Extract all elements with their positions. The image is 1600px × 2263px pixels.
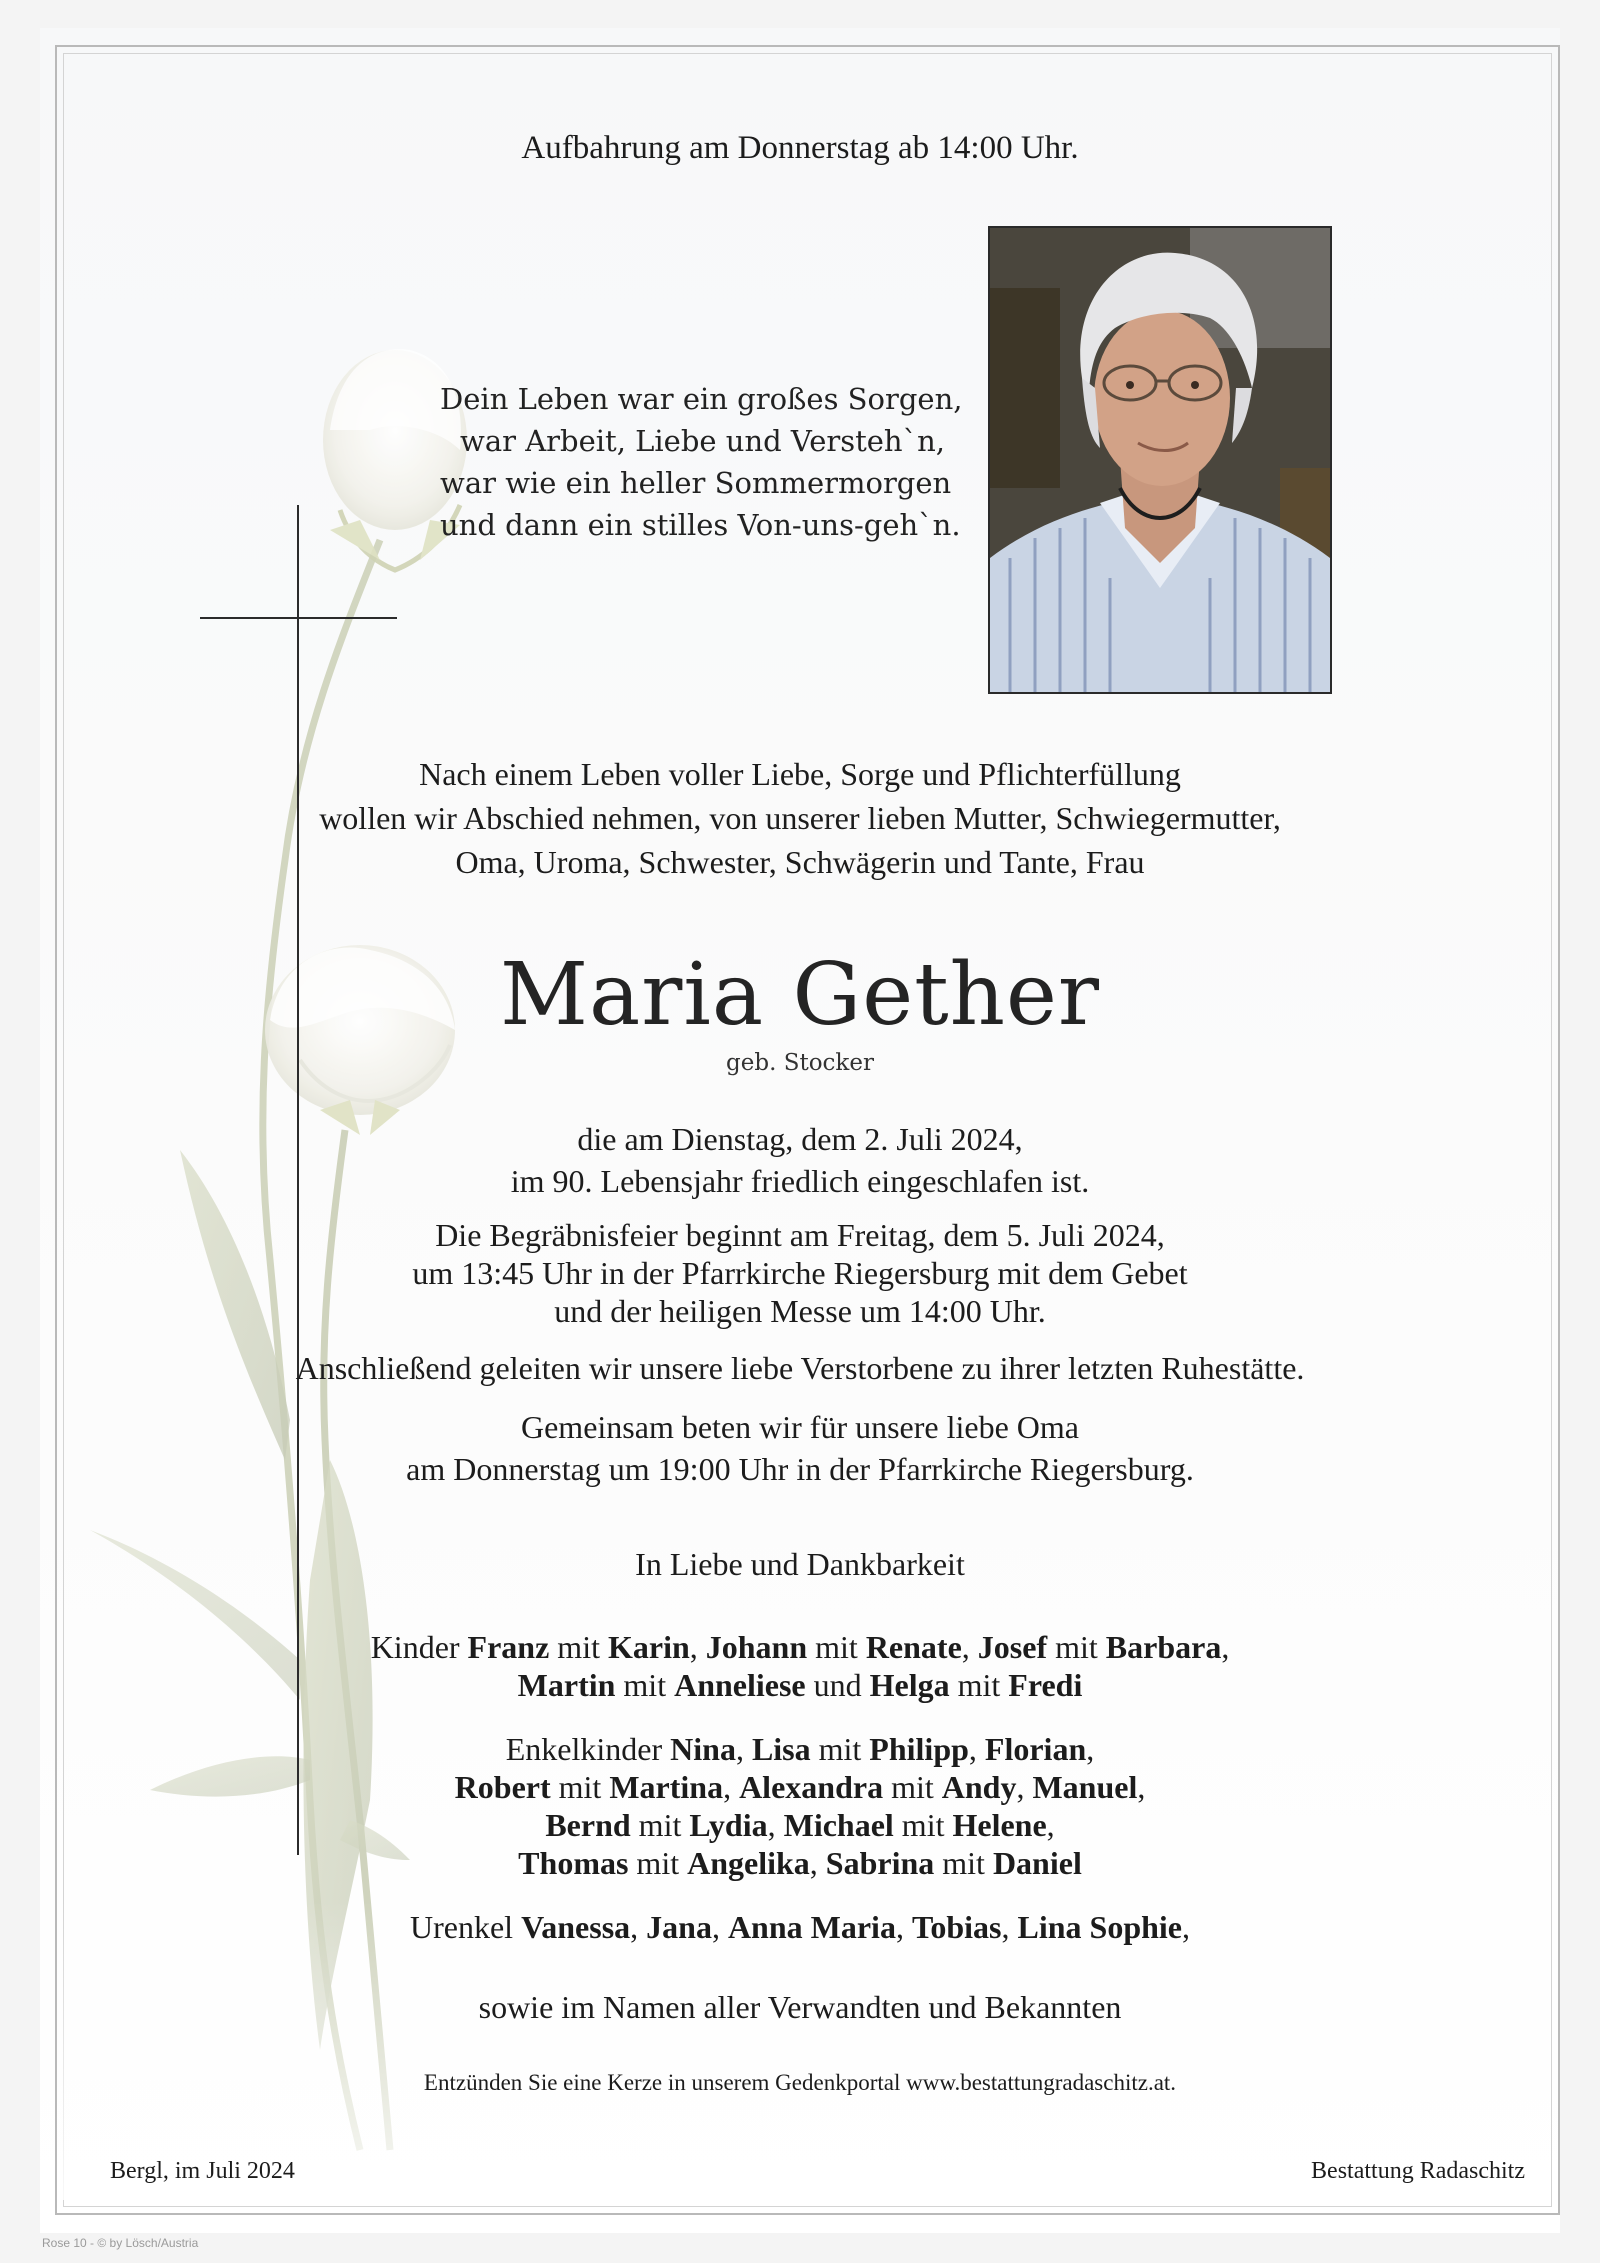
person-name: Florian [984,1731,1087,1767]
separator: , [968,1731,985,1767]
connector: und [805,1667,870,1703]
connector: mit [883,1769,942,1805]
connector: mit [628,1845,688,1881]
person-name: Martin [517,1667,616,1703]
grandchildren-line [0,1806,1600,1844]
connector: mit [630,1807,690,1843]
separator: , [961,1629,978,1665]
connector: mit [807,1629,866,1665]
person-name: Philipp [869,1731,969,1767]
person-name: Josef [977,1629,1048,1665]
separator: , [689,1629,706,1665]
death-line: die am Dienstag, dem 2. Juli 2024, [577,1121,1023,1157]
maiden-name: geb. Stocker [726,1050,874,1076]
love-gratitude: In Liebe und Dankbarkeit [635,1546,965,1582]
connector: mit [1047,1629,1106,1665]
person-name: Lina Sophie [1017,1909,1182,1945]
separator: , [1046,1807,1055,1843]
grandchildren-line [0,1844,1600,1882]
grandchildren-line [0,1730,1600,1768]
separator: , [895,1909,912,1945]
intro-line: Nach einem Leben voller Liebe, Sorge und Pflichterfüllung [419,756,1181,792]
intro-line: wollen wir Abschied nehmen, von unserer lieben Mutter, Schwiegermutter, [319,800,1281,836]
person-name: Manuel [1032,1769,1138,1805]
person-name: Fredi [1008,1667,1083,1703]
separator: , [1182,1909,1190,1945]
separator: , [735,1731,752,1767]
poem-line: war wie ein heller Sommermorgen [440,466,952,500]
image-credit: Rose 10 - © by Lösch/Austria [42,2236,199,2250]
person-name: Karin [607,1629,690,1665]
person-name: Sabrina [825,1845,935,1881]
portrait-photo [988,226,1332,694]
death-notice [0,1118,1600,1202]
children-line [0,1666,1600,1704]
funeral-line: und der heiligen Messe um 14:00 Uhr. [554,1293,1046,1329]
portrait-illustration [990,228,1330,692]
children-line [0,1628,1600,1666]
intro-line: Oma, Uroma, Schwester, Schwägerin und Tante, Frau [455,844,1145,880]
poem-line: Dein Leben war ein großes Sorgen, [440,382,963,416]
person-name: Angelika [687,1845,810,1881]
connector: mit [549,1629,608,1665]
person-name: Barbara [1105,1629,1222,1665]
person-name: Lisa [751,1731,811,1767]
separator: , [1221,1629,1230,1665]
separator: , [1016,1769,1033,1805]
great-grandchildren-line [0,1908,1600,1946]
person-name: Helene [952,1807,1047,1843]
funeral-line: Die Begräbnisfeier beginnt am Freitag, dem 5. Juli 2024, [435,1217,1165,1253]
separator: , [1001,1909,1018,1945]
person-name: Johann [705,1629,808,1665]
poem-line: und dann ein stilles Von-uns-geh`n. [440,508,961,542]
person-name: Martina [609,1769,724,1805]
intro-text [0,752,1600,884]
funeral-info [0,1216,1600,1330]
burial-text: Anschließend geleiten wir unsere liebe Verstorbene zu ihrer letzten Ruhestätte. [295,1350,1305,1386]
place-date: Bergl, im Juli 2024 [110,2158,295,2184]
person-name: Nina [670,1731,736,1767]
person-name: Lydia [689,1807,768,1843]
label: Enkelkinder [505,1731,671,1767]
connector: mit [934,1845,993,1881]
separator: , [723,1769,740,1805]
connector: mit [893,1807,953,1843]
person-name: Jana [646,1909,712,1945]
prayer-line: Gemeinsam beten wir für unsere liebe Oma [520,1409,1079,1445]
prayer-line: am Donnerstag um 19:00 Uhr in der Pfarrkirche Riegersburg. [406,1451,1194,1487]
death-line: im 90. Lebensjahr friedlich eingeschlafen ist. [510,1163,1090,1199]
children-list [0,1628,1600,1704]
person-name: Franz [467,1629,550,1665]
connector: mit [615,1667,675,1703]
funeral-line: um 13:45 Uhr in der Pfarrkirche Riegersburg mit dem Gebet [412,1255,1188,1291]
person-name: Alexandra [739,1769,884,1805]
person-name: Anna Maria [727,1909,896,1945]
person-name: Renate [865,1629,962,1665]
separator: , [630,1909,647,1945]
great-grandchildren-list [0,1908,1600,1946]
label: Kinder [370,1629,468,1665]
deceased-name: Maria Gether [499,945,1101,1045]
person-name: Helga [869,1667,950,1703]
prayer-info [0,1406,1600,1490]
label: Urenkel [410,1909,522,1945]
undertaker-name: Bestattung Radaschitz [1311,2158,1525,2184]
viewing-notice: Aufbahrung am Donnerstag ab 14:00 Uhr. [521,130,1079,166]
connector: mit [550,1769,610,1805]
person-name: Daniel [992,1845,1082,1881]
poem-line: war Arbeit, Liebe und Versteh`n, [460,424,945,458]
poem [440,378,963,546]
person-name: Vanessa [521,1909,631,1945]
separator: , [1086,1731,1095,1767]
connector: mit [949,1667,1009,1703]
separator: , [711,1909,728,1945]
person-name: Tobias [911,1909,1002,1945]
relatives-line: sowie im Namen aller Verwandten und Bekannten [478,1989,1122,2025]
separator: , [1137,1769,1146,1805]
separator: , [809,1845,826,1881]
person-name: Anneliese [674,1667,806,1703]
person-name: Robert [454,1769,551,1805]
connector: mit [810,1731,870,1767]
person-name: Andy [941,1769,1017,1805]
grandchildren-list [0,1730,1600,1882]
person-name: Thomas [518,1845,629,1881]
separator: , [767,1807,784,1843]
person-name: Michael [783,1807,894,1843]
grandchildren-line [0,1768,1600,1806]
memorial-portal-text: Entzünden Sie eine Kerze in unserem Gedenkportal www.bestattungradaschitz.at. [423,2070,1177,2095]
person-name: Bernd [545,1807,631,1843]
